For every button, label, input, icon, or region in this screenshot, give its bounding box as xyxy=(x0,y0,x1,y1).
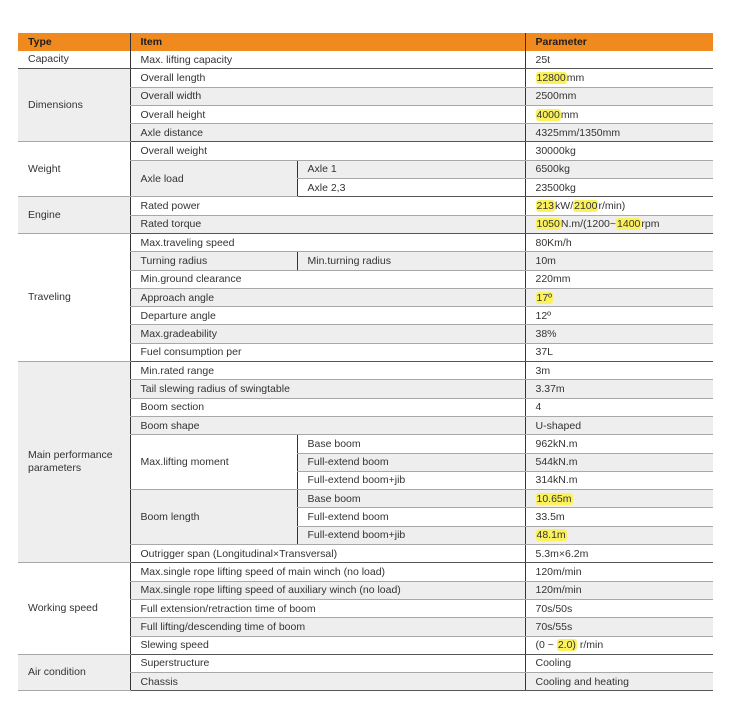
item-cell: Max.gradeability xyxy=(130,325,525,343)
highlighted-value: 2100 xyxy=(574,200,598,213)
table-row xyxy=(18,563,713,581)
parameter-cell xyxy=(525,380,713,398)
sub-item-cell: Full-extend boom+jib xyxy=(297,471,525,489)
sub-item-cell: Base boom xyxy=(297,490,525,508)
highlighted-value: 1050 xyxy=(536,218,560,231)
parameter-value: 4 xyxy=(535,401,542,414)
table-body xyxy=(18,51,713,691)
specification-table xyxy=(18,33,713,691)
parameter-cell xyxy=(525,179,713,197)
parameter-value: 220mm xyxy=(535,273,571,286)
parameter-value: 4325mm/1350mm xyxy=(535,126,621,139)
item-cell: Outrigger span (Longitudinal×Transversal) xyxy=(130,545,525,563)
item-cell: Approach angle xyxy=(130,288,525,306)
table-row xyxy=(18,233,713,251)
parameter-value: Cooling and heating xyxy=(535,675,629,688)
highlighted-value: 17º xyxy=(536,291,553,304)
item-cell: Max. lifting capacity xyxy=(130,51,525,69)
parameter-cell xyxy=(525,490,713,508)
highlighted-value: 48.1m xyxy=(536,529,566,542)
parameter-value: 38% xyxy=(535,328,557,341)
parameter-cell xyxy=(525,362,713,380)
parameter-value: 37L xyxy=(535,346,554,359)
item-cell: Max.lifting moment xyxy=(130,435,297,490)
item-cell: Overall height xyxy=(130,105,525,123)
item-cell: Full lifting/descending time of boom xyxy=(130,618,525,636)
item-cell: Overall weight xyxy=(130,142,525,160)
item-cell: Turning radius xyxy=(130,252,297,270)
parameter-cell xyxy=(525,51,713,69)
parameter-cell xyxy=(525,416,713,434)
item-cell: Rated power xyxy=(130,197,525,215)
table-row xyxy=(18,51,713,69)
table-row xyxy=(18,142,713,160)
type-cell: Air condition xyxy=(18,654,130,691)
parameter-value: r/min xyxy=(576,639,604,652)
table-row xyxy=(18,362,713,380)
parameter-cell xyxy=(525,654,713,672)
header-parameter: Parameter xyxy=(525,33,713,51)
type-cell: Weight xyxy=(18,142,130,197)
parameter-value: N.m/(1200~ xyxy=(560,218,617,231)
parameter-value: 33.5m xyxy=(535,511,565,524)
parameter-value: 5.3m×6.2m xyxy=(535,547,589,560)
table-header-row xyxy=(18,33,713,51)
parameter-cell xyxy=(525,673,713,691)
type-cell: Traveling xyxy=(18,233,130,361)
item-cell: Overall length xyxy=(130,69,525,87)
type-cell: Engine xyxy=(18,197,130,234)
parameter-cell xyxy=(525,453,713,471)
parameter-cell xyxy=(525,618,713,636)
parameter-cell xyxy=(525,343,713,361)
highlighted-value: 10.65m xyxy=(536,492,572,505)
parameter-cell xyxy=(525,599,713,617)
item-cell: Axle load xyxy=(130,160,297,197)
parameter-value: 3.37m xyxy=(535,382,565,395)
highlighted-value: 1400 xyxy=(617,218,641,231)
parameter-value: 6500kg xyxy=(535,163,570,176)
parameter-cell xyxy=(525,252,713,270)
item-cell: Overall width xyxy=(130,87,525,105)
item-cell: Chassis xyxy=(130,673,525,691)
parameter-value: r/min) xyxy=(598,200,626,213)
item-cell: Max.traveling speed xyxy=(130,233,525,251)
type-cell: Capacity xyxy=(18,51,130,69)
parameter-cell xyxy=(525,124,713,142)
parameter-value: kW/ xyxy=(555,200,574,213)
type-cell: Dimensions xyxy=(18,69,130,142)
parameter-value: 3m xyxy=(535,364,551,377)
table-row xyxy=(18,197,713,215)
parameter-cell xyxy=(525,197,713,215)
parameter-cell xyxy=(525,508,713,526)
parameter-cell xyxy=(525,563,713,581)
table-row xyxy=(18,69,713,87)
type-cell: Working speed xyxy=(18,563,130,654)
item-cell: Min.rated range xyxy=(130,362,525,380)
sub-item-cell: Axle 1 xyxy=(297,160,525,178)
item-cell: Tail slewing radius of swingtable xyxy=(130,380,525,398)
item-cell: Full extension/retraction time of boom xyxy=(130,599,525,617)
highlighted-value: 2.0) xyxy=(557,639,576,652)
type-cell: Main performance parameters xyxy=(18,362,130,563)
sub-item-cell: Base boom xyxy=(297,435,525,453)
parameter-cell xyxy=(525,545,713,563)
parameter-cell xyxy=(525,233,713,251)
parameter-value: 23500kg xyxy=(535,181,576,194)
parameter-value: 30000kg xyxy=(535,145,576,158)
parameter-cell xyxy=(525,105,713,123)
parameter-value: 962kN.m xyxy=(535,437,578,450)
item-cell: Superstructure xyxy=(130,654,525,672)
parameter-value: 544kN.m xyxy=(535,456,578,469)
parameter-value: 120m/min xyxy=(535,584,582,597)
parameter-value: rpm xyxy=(641,218,660,231)
parameter-cell xyxy=(525,270,713,288)
item-cell: Max.single rope lifting speed of auxiliary winch (no load) xyxy=(130,581,525,599)
item-cell: Boom length xyxy=(130,490,297,545)
highlighted-value: 213 xyxy=(536,200,555,213)
sub-item-cell: Min.turning radius xyxy=(297,252,525,270)
header-item: Item xyxy=(130,33,525,51)
parameter-value: 80Km/h xyxy=(535,236,572,249)
table-row xyxy=(18,654,713,672)
parameter-value: 10m xyxy=(535,254,556,267)
parameter-value: mm xyxy=(560,108,579,121)
sub-item-cell: Full-extend boom+jib xyxy=(297,526,525,544)
header-type: Type xyxy=(18,33,130,51)
item-cell: Slewing speed xyxy=(130,636,525,654)
sub-item-cell: Full-extend boom xyxy=(297,453,525,471)
parameter-value: 25t xyxy=(535,53,551,66)
parameter-cell xyxy=(525,307,713,325)
item-cell: Boom section xyxy=(130,398,525,416)
parameter-cell xyxy=(525,471,713,489)
parameter-value: 120m/min xyxy=(535,565,582,578)
parameter-cell xyxy=(525,160,713,178)
parameter-cell xyxy=(525,87,713,105)
item-cell: Axle distance xyxy=(130,124,525,142)
parameter-cell xyxy=(525,215,713,233)
parameter-cell xyxy=(525,526,713,544)
highlighted-value: 12800 xyxy=(536,71,566,84)
parameter-cell xyxy=(525,581,713,599)
parameter-value: 2500mm xyxy=(535,90,577,103)
item-cell: Rated torque xyxy=(130,215,525,233)
item-cell: Fuel consumption per xyxy=(130,343,525,361)
item-cell: Departure angle xyxy=(130,307,525,325)
parameter-cell xyxy=(525,142,713,160)
parameter-value: 70s/55s xyxy=(535,620,573,633)
parameter-cell xyxy=(525,435,713,453)
parameter-value: 70s/50s xyxy=(535,602,573,615)
parameter-cell xyxy=(525,636,713,654)
parameter-value: (0 ~ xyxy=(535,639,557,652)
sub-item-cell: Axle 2,3 xyxy=(297,179,525,197)
parameter-cell xyxy=(525,398,713,416)
parameter-value: 12º xyxy=(535,309,552,322)
parameter-cell xyxy=(525,288,713,306)
parameter-cell xyxy=(525,69,713,87)
sub-item-cell: Full-extend boom xyxy=(297,508,525,526)
parameter-value: U-shaped xyxy=(535,419,582,432)
parameter-value: mm xyxy=(566,71,585,84)
item-cell: Min.ground clearance xyxy=(130,270,525,288)
parameter-value: 314kN.m xyxy=(535,474,578,487)
item-cell: Boom shape xyxy=(130,416,525,434)
parameter-cell xyxy=(525,325,713,343)
highlighted-value: 4000 xyxy=(536,108,560,121)
item-cell: Max.single rope lifting speed of main winch (no load) xyxy=(130,563,525,581)
parameter-value: Cooling xyxy=(535,657,572,670)
